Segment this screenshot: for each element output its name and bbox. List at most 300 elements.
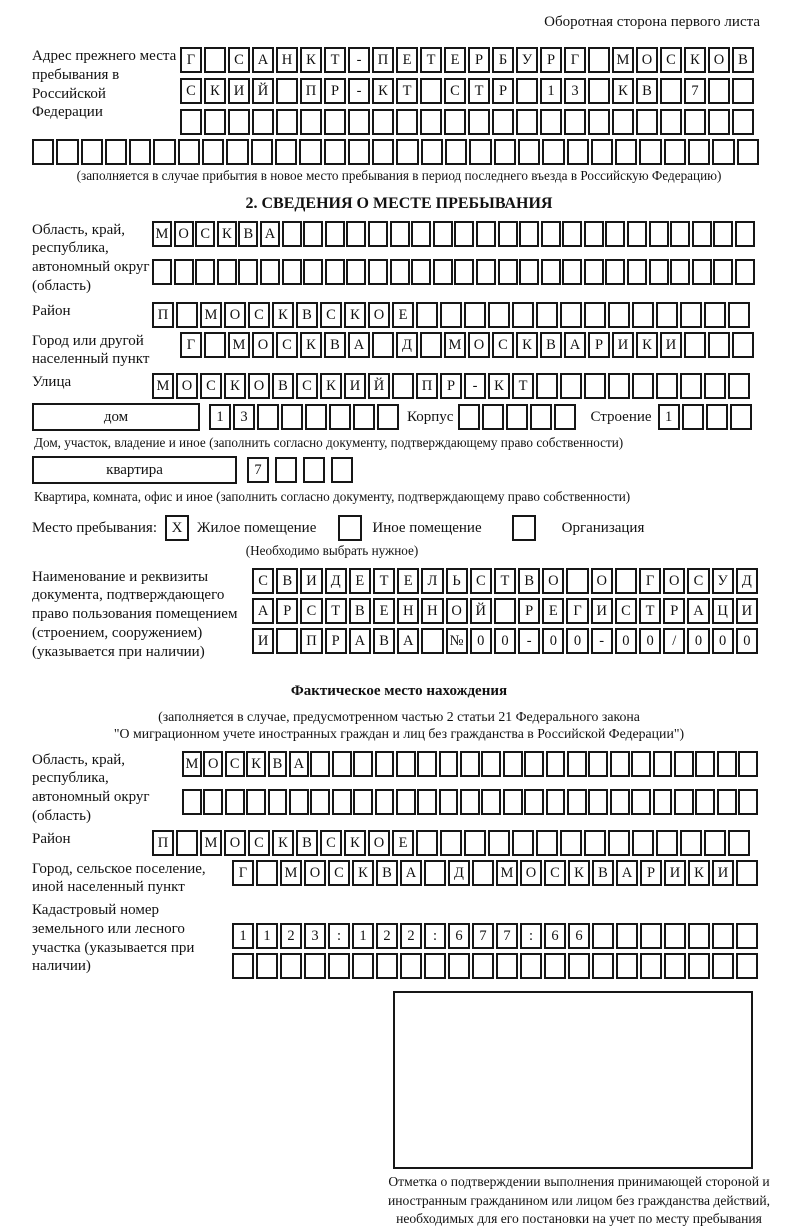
- char-cell[interactable]: [704, 302, 726, 328]
- char-cell[interactable]: [639, 139, 661, 165]
- char-cell[interactable]: [304, 953, 326, 979]
- char-cell[interactable]: Е: [397, 568, 419, 594]
- char-cell[interactable]: -: [464, 373, 486, 399]
- char-cell[interactable]: [542, 139, 564, 165]
- char-cell[interactable]: [632, 830, 654, 856]
- char-cell[interactable]: [584, 830, 606, 856]
- char-cell[interactable]: [195, 259, 215, 285]
- char-cell[interactable]: Г: [564, 47, 586, 73]
- char-cell[interactable]: О: [663, 568, 685, 594]
- char-cell[interactable]: [352, 953, 374, 979]
- char-cell[interactable]: М: [444, 332, 466, 358]
- char-cell[interactable]: [653, 751, 673, 777]
- char-cell[interactable]: [516, 109, 538, 135]
- char-cell[interactable]: [396, 789, 416, 815]
- char-cell[interactable]: [433, 221, 453, 247]
- char-cell[interactable]: [736, 923, 758, 949]
- char-cell[interactable]: [468, 109, 490, 135]
- char-cell[interactable]: К: [516, 332, 538, 358]
- char-cell[interactable]: [282, 221, 302, 247]
- char-cell[interactable]: [396, 751, 416, 777]
- char-cell[interactable]: [182, 789, 202, 815]
- char-cell[interactable]: [738, 789, 758, 815]
- char-cell[interactable]: Т: [512, 373, 534, 399]
- char-cell[interactable]: :: [520, 923, 542, 949]
- char-cell[interactable]: 0: [639, 628, 661, 654]
- char-cell[interactable]: [610, 751, 630, 777]
- char-cell[interactable]: Ь: [446, 568, 468, 594]
- char-cell[interactable]: Е: [373, 598, 395, 624]
- char-cell[interactable]: Е: [392, 302, 414, 328]
- char-cell[interactable]: :: [424, 923, 446, 949]
- char-cell[interactable]: [372, 332, 394, 358]
- char-cell[interactable]: [712, 139, 734, 165]
- char-cell[interactable]: [420, 78, 442, 104]
- char-cell[interactable]: [289, 789, 309, 815]
- char-cell[interactable]: [562, 259, 582, 285]
- char-cell[interactable]: [536, 373, 558, 399]
- char-cell[interactable]: К: [684, 47, 706, 73]
- char-cell[interactable]: 0: [542, 628, 564, 654]
- char-cell[interactable]: [445, 139, 467, 165]
- char-cell[interactable]: [632, 373, 654, 399]
- char-cell[interactable]: [536, 302, 558, 328]
- char-cell[interactable]: [627, 259, 647, 285]
- char-cell[interactable]: В: [518, 568, 540, 594]
- char-cell[interactable]: [592, 953, 614, 979]
- char-cell[interactable]: С: [180, 78, 202, 104]
- char-cell[interactable]: 1: [658, 404, 680, 430]
- char-cell[interactable]: И: [664, 860, 686, 886]
- char-cell[interactable]: Н: [276, 47, 298, 73]
- char-cell[interactable]: Й: [252, 78, 274, 104]
- char-cell[interactable]: М: [612, 47, 634, 73]
- char-cell[interactable]: Т: [468, 78, 490, 104]
- char-cell[interactable]: [708, 332, 730, 358]
- char-cell[interactable]: [472, 860, 494, 886]
- char-cell[interactable]: Т: [373, 568, 395, 594]
- char-cell[interactable]: В: [540, 332, 562, 358]
- char-cell[interactable]: [732, 109, 754, 135]
- char-cell[interactable]: В: [324, 332, 346, 358]
- char-cell[interactable]: М: [228, 332, 250, 358]
- char-cell[interactable]: 0: [566, 628, 588, 654]
- char-cell[interactable]: М: [152, 373, 174, 399]
- char-cell[interactable]: [252, 109, 274, 135]
- char-cell[interactable]: Ц: [712, 598, 734, 624]
- char-cell[interactable]: [325, 221, 345, 247]
- char-cell[interactable]: [588, 47, 610, 73]
- char-cell[interactable]: [524, 789, 544, 815]
- char-cell[interactable]: О: [304, 860, 326, 886]
- char-cell[interactable]: [544, 953, 566, 979]
- char-cell[interactable]: [328, 953, 350, 979]
- char-cell[interactable]: [682, 404, 704, 430]
- char-cell[interactable]: [712, 953, 734, 979]
- char-cell[interactable]: У: [712, 568, 734, 594]
- char-cell[interactable]: [728, 302, 750, 328]
- char-cell[interactable]: [440, 302, 462, 328]
- char-cell[interactable]: [268, 789, 288, 815]
- char-cell[interactable]: М: [280, 860, 302, 886]
- char-cell[interactable]: Й: [368, 373, 390, 399]
- char-cell[interactable]: К: [352, 860, 374, 886]
- char-cell[interactable]: О: [446, 598, 468, 624]
- char-cell[interactable]: [631, 789, 651, 815]
- char-cell[interactable]: [176, 830, 198, 856]
- char-cell[interactable]: К: [344, 830, 366, 856]
- char-cell[interactable]: [680, 302, 702, 328]
- char-cell[interactable]: [377, 404, 399, 430]
- char-cell[interactable]: [588, 789, 608, 815]
- char-cell[interactable]: А: [349, 628, 371, 654]
- char-cell[interactable]: Р: [492, 78, 514, 104]
- char-cell[interactable]: А: [289, 751, 309, 777]
- dom-box[interactable]: дом: [32, 403, 200, 431]
- char-cell[interactable]: [540, 109, 562, 135]
- char-cell[interactable]: [688, 953, 710, 979]
- char-cell[interactable]: [506, 404, 528, 430]
- char-cell[interactable]: [546, 751, 566, 777]
- char-cell[interactable]: М: [182, 751, 202, 777]
- char-cell[interactable]: С: [470, 568, 492, 594]
- char-cell[interactable]: Р: [540, 47, 562, 73]
- char-cell[interactable]: [588, 751, 608, 777]
- char-cell[interactable]: 0: [470, 628, 492, 654]
- char-cell[interactable]: [256, 860, 278, 886]
- char-cell[interactable]: [615, 568, 637, 594]
- char-cell[interactable]: С: [544, 860, 566, 886]
- char-cell[interactable]: С: [660, 47, 682, 73]
- char-cell[interactable]: [481, 789, 501, 815]
- char-cell[interactable]: №: [446, 628, 468, 654]
- char-cell[interactable]: К: [344, 302, 366, 328]
- char-cell[interactable]: [692, 221, 712, 247]
- char-cell[interactable]: 6: [448, 923, 470, 949]
- char-cell[interactable]: О: [224, 830, 246, 856]
- char-cell[interactable]: [310, 789, 330, 815]
- char-cell[interactable]: П: [300, 78, 322, 104]
- char-cell[interactable]: [280, 953, 302, 979]
- char-cell[interactable]: [584, 259, 604, 285]
- char-cell[interactable]: /: [663, 628, 685, 654]
- char-cell[interactable]: [695, 789, 715, 815]
- char-cell[interactable]: [708, 109, 730, 135]
- char-cell[interactable]: И: [228, 78, 250, 104]
- char-cell[interactable]: В: [636, 78, 658, 104]
- char-cell[interactable]: [512, 302, 534, 328]
- char-cell[interactable]: С: [200, 373, 222, 399]
- char-cell[interactable]: [202, 139, 224, 165]
- char-cell[interactable]: К: [688, 860, 710, 886]
- char-cell[interactable]: [129, 139, 151, 165]
- char-cell[interactable]: [275, 139, 297, 165]
- char-cell[interactable]: -: [518, 628, 540, 654]
- char-cell[interactable]: И: [300, 568, 322, 594]
- char-cell[interactable]: 0: [494, 628, 516, 654]
- char-cell[interactable]: [656, 302, 678, 328]
- char-cell[interactable]: [588, 78, 610, 104]
- char-cell[interactable]: [664, 953, 686, 979]
- char-cell[interactable]: В: [296, 302, 318, 328]
- char-cell[interactable]: [300, 109, 322, 135]
- char-cell[interactable]: [324, 109, 346, 135]
- char-cell[interactable]: К: [372, 78, 394, 104]
- char-cell[interactable]: [627, 221, 647, 247]
- char-cell[interactable]: С: [296, 373, 318, 399]
- char-cell[interactable]: [735, 221, 755, 247]
- char-cell[interactable]: [260, 259, 280, 285]
- char-cell[interactable]: П: [300, 628, 322, 654]
- char-cell[interactable]: [704, 373, 726, 399]
- char-cell[interactable]: Р: [440, 373, 462, 399]
- char-cell[interactable]: [276, 628, 298, 654]
- char-cell[interactable]: [712, 923, 734, 949]
- char-cell[interactable]: 7: [472, 923, 494, 949]
- char-cell[interactable]: А: [348, 332, 370, 358]
- char-cell[interactable]: [275, 457, 297, 483]
- char-cell[interactable]: -: [591, 628, 613, 654]
- char-cell[interactable]: [324, 139, 346, 165]
- char-cell[interactable]: [562, 221, 582, 247]
- char-cell[interactable]: [704, 830, 726, 856]
- char-cell[interactable]: [420, 332, 442, 358]
- char-cell[interactable]: [56, 139, 78, 165]
- char-cell[interactable]: [730, 404, 752, 430]
- char-cell[interactable]: Е: [542, 598, 564, 624]
- char-cell[interactable]: [372, 109, 394, 135]
- char-cell[interactable]: [368, 221, 388, 247]
- char-cell[interactable]: [560, 302, 582, 328]
- char-cell[interactable]: [656, 830, 678, 856]
- char-cell[interactable]: [464, 830, 486, 856]
- char-cell[interactable]: [176, 302, 198, 328]
- char-cell[interactable]: [567, 139, 589, 165]
- char-cell[interactable]: [375, 751, 395, 777]
- char-cell[interactable]: [390, 221, 410, 247]
- char-cell[interactable]: [232, 953, 254, 979]
- char-cell[interactable]: [346, 259, 366, 285]
- char-cell[interactable]: [605, 221, 625, 247]
- char-cell[interactable]: К: [568, 860, 590, 886]
- char-cell[interactable]: В: [272, 373, 294, 399]
- char-cell[interactable]: Р: [325, 628, 347, 654]
- char-cell[interactable]: С: [320, 302, 342, 328]
- char-cell[interactable]: А: [252, 598, 274, 624]
- char-cell[interactable]: [492, 109, 514, 135]
- char-cell[interactable]: [735, 259, 755, 285]
- char-cell[interactable]: [226, 139, 248, 165]
- char-cell[interactable]: 0: [736, 628, 758, 654]
- char-cell[interactable]: [464, 302, 486, 328]
- char-cell[interactable]: А: [400, 860, 422, 886]
- char-cell[interactable]: [588, 109, 610, 135]
- char-cell[interactable]: И: [344, 373, 366, 399]
- char-cell[interactable]: [372, 139, 394, 165]
- char-cell[interactable]: [460, 789, 480, 815]
- char-cell[interactable]: Т: [494, 568, 516, 594]
- char-cell[interactable]: [439, 789, 459, 815]
- char-cell[interactable]: [631, 751, 651, 777]
- char-cell[interactable]: К: [612, 78, 634, 104]
- char-cell[interactable]: -: [348, 47, 370, 73]
- char-cell[interactable]: [281, 404, 303, 430]
- char-cell[interactable]: [649, 259, 669, 285]
- char-cell[interactable]: В: [238, 221, 258, 247]
- char-cell[interactable]: А: [564, 332, 586, 358]
- char-cell[interactable]: [348, 139, 370, 165]
- char-cell[interactable]: [616, 923, 638, 949]
- char-cell[interactable]: В: [296, 830, 318, 856]
- char-cell[interactable]: [375, 789, 395, 815]
- char-cell[interactable]: [454, 259, 474, 285]
- char-cell[interactable]: [653, 789, 673, 815]
- char-cell[interactable]: Д: [396, 332, 418, 358]
- char-cell[interactable]: Е: [444, 47, 466, 73]
- char-cell[interactable]: Е: [349, 568, 371, 594]
- char-cell[interactable]: [632, 302, 654, 328]
- char-cell[interactable]: [512, 830, 534, 856]
- char-cell[interactable]: Т: [325, 598, 347, 624]
- char-cell[interactable]: О: [542, 568, 564, 594]
- char-cell[interactable]: К: [300, 47, 322, 73]
- char-cell[interactable]: К: [272, 830, 294, 856]
- char-cell[interactable]: 1: [352, 923, 374, 949]
- char-cell[interactable]: [680, 830, 702, 856]
- char-cell[interactable]: [256, 953, 278, 979]
- char-cell[interactable]: [717, 751, 737, 777]
- char-cell[interactable]: 1: [540, 78, 562, 104]
- kvartira-box[interactable]: квартира: [32, 456, 237, 484]
- char-cell[interactable]: С: [248, 830, 270, 856]
- char-cell[interactable]: [417, 751, 437, 777]
- char-cell[interactable]: [392, 373, 414, 399]
- char-cell[interactable]: [421, 139, 443, 165]
- char-cell[interactable]: О: [520, 860, 542, 886]
- char-cell[interactable]: 2: [280, 923, 302, 949]
- char-cell[interactable]: [282, 259, 302, 285]
- char-cell[interactable]: Г: [232, 860, 254, 886]
- char-cell[interactable]: [421, 628, 443, 654]
- char-cell[interactable]: К: [636, 332, 658, 358]
- char-cell[interactable]: [519, 259, 539, 285]
- char-cell[interactable]: Г: [566, 598, 588, 624]
- char-cell[interactable]: С: [492, 332, 514, 358]
- char-cell[interactable]: [416, 302, 438, 328]
- char-cell[interactable]: [303, 259, 323, 285]
- char-cell[interactable]: [732, 78, 754, 104]
- char-cell[interactable]: 2: [376, 923, 398, 949]
- char-cell[interactable]: [680, 373, 702, 399]
- char-cell[interactable]: [178, 139, 200, 165]
- char-cell[interactable]: [530, 404, 552, 430]
- char-cell[interactable]: С: [276, 332, 298, 358]
- char-cell[interactable]: [649, 221, 669, 247]
- char-cell[interactable]: [225, 789, 245, 815]
- char-cell[interactable]: [728, 830, 750, 856]
- char-cell[interactable]: [560, 830, 582, 856]
- char-cell[interactable]: [203, 789, 223, 815]
- char-cell[interactable]: 0: [712, 628, 734, 654]
- char-cell[interactable]: [228, 109, 250, 135]
- char-cell[interactable]: О: [176, 373, 198, 399]
- char-cell[interactable]: [541, 221, 561, 247]
- char-cell[interactable]: С: [300, 598, 322, 624]
- char-cell[interactable]: У: [516, 47, 538, 73]
- char-cell[interactable]: Е: [392, 830, 414, 856]
- char-cell[interactable]: [708, 78, 730, 104]
- char-cell[interactable]: [554, 404, 576, 430]
- char-cell[interactable]: А: [260, 221, 280, 247]
- char-cell[interactable]: В: [376, 860, 398, 886]
- char-cell[interactable]: [736, 860, 758, 886]
- char-cell[interactable]: О: [248, 373, 270, 399]
- char-cell[interactable]: [400, 953, 422, 979]
- char-cell[interactable]: Р: [640, 860, 662, 886]
- char-cell[interactable]: К: [204, 78, 226, 104]
- char-cell[interactable]: П: [152, 830, 174, 856]
- char-cell[interactable]: О: [468, 332, 490, 358]
- checkbox-org[interactable]: [512, 515, 536, 541]
- char-cell[interactable]: [732, 332, 754, 358]
- char-cell[interactable]: О: [591, 568, 613, 594]
- char-cell[interactable]: А: [687, 598, 709, 624]
- checkbox-zhiloe[interactable]: X: [165, 515, 189, 541]
- char-cell[interactable]: [615, 139, 637, 165]
- char-cell[interactable]: О: [368, 302, 390, 328]
- char-cell[interactable]: [32, 139, 54, 165]
- char-cell[interactable]: [692, 259, 712, 285]
- char-cell[interactable]: Н: [421, 598, 443, 624]
- char-cell[interactable]: [640, 923, 662, 949]
- char-cell[interactable]: Л: [421, 568, 443, 594]
- char-cell[interactable]: К: [320, 373, 342, 399]
- char-cell[interactable]: 0: [687, 628, 709, 654]
- char-cell[interactable]: [440, 830, 462, 856]
- char-cell[interactable]: [276, 78, 298, 104]
- char-cell[interactable]: [217, 259, 237, 285]
- char-cell[interactable]: Р: [276, 598, 298, 624]
- char-cell[interactable]: Г: [639, 568, 661, 594]
- char-cell[interactable]: [346, 221, 366, 247]
- char-cell[interactable]: Д: [448, 860, 470, 886]
- char-cell[interactable]: [567, 751, 587, 777]
- char-cell[interactable]: [420, 109, 442, 135]
- char-cell[interactable]: [488, 302, 510, 328]
- char-cell[interactable]: [396, 139, 418, 165]
- char-cell[interactable]: Н: [397, 598, 419, 624]
- char-cell[interactable]: Т: [324, 47, 346, 73]
- char-cell[interactable]: [503, 789, 523, 815]
- char-cell[interactable]: [636, 109, 658, 135]
- char-cell[interactable]: И: [736, 598, 758, 624]
- char-cell[interactable]: 7: [496, 923, 518, 949]
- char-cell[interactable]: -: [348, 78, 370, 104]
- char-cell[interactable]: С: [248, 302, 270, 328]
- char-cell[interactable]: [411, 221, 431, 247]
- char-cell[interactable]: О: [636, 47, 658, 73]
- char-cell[interactable]: [390, 259, 410, 285]
- char-cell[interactable]: О: [708, 47, 730, 73]
- char-cell[interactable]: [417, 789, 437, 815]
- char-cell[interactable]: С: [328, 860, 350, 886]
- char-cell[interactable]: [488, 830, 510, 856]
- char-cell[interactable]: [591, 139, 613, 165]
- char-cell[interactable]: 2: [400, 923, 422, 949]
- char-cell[interactable]: [481, 751, 501, 777]
- char-cell[interactable]: Р: [663, 598, 685, 624]
- char-cell[interactable]: Р: [588, 332, 610, 358]
